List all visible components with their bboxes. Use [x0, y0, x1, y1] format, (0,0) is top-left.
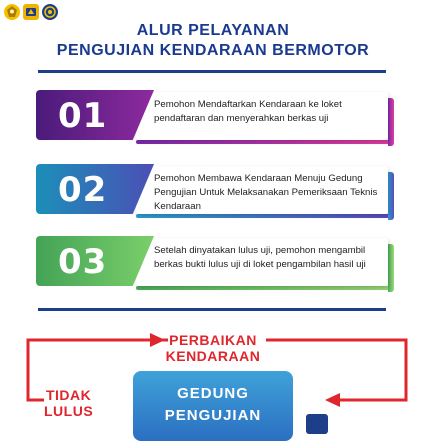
step-number: 03 [58, 242, 108, 282]
fail-label [44, 387, 93, 419]
fail-label-line2: LULUS [44, 403, 94, 419]
testing-building-box [133, 371, 293, 441]
page-title-line2: PENGUJIAN KENDARAAN BERMOTOR [56, 42, 370, 59]
step-text: Setelah dinyatakan lulus uji, pemohon mengambil berkas bukti lulus uji di loket pengambilan hasil uji [154, 245, 366, 270]
step-text: Pemohon Membawa Kendaraan Menuju Gedung Pengujian Untuk Melaksanakan Pemeriksaan Teknis Kendaraan [154, 173, 378, 212]
repair-label-line2: KENDARAAN [165, 348, 261, 364]
building-label-line1: GEDUNG [177, 385, 249, 402]
building-label-line2: PENGUJIAN [164, 407, 262, 424]
step-number: 02 [58, 170, 108, 210]
step-number: 01 [58, 96, 108, 136]
next-step-badge [306, 414, 328, 434]
arrow-left-icon [325, 393, 340, 407]
step-text: Pemohon Mendaftarkan Kendaraan ke loket pendaftaran dan menyerahkan berkas uji [154, 99, 342, 124]
page-title-line1: ALUR PELAYANAN [136, 22, 290, 39]
fail-label-line1: TIDAK [45, 387, 92, 403]
repair-label [0, 332, 426, 364]
repair-label-line1: PERBAIKAN [169, 332, 257, 348]
